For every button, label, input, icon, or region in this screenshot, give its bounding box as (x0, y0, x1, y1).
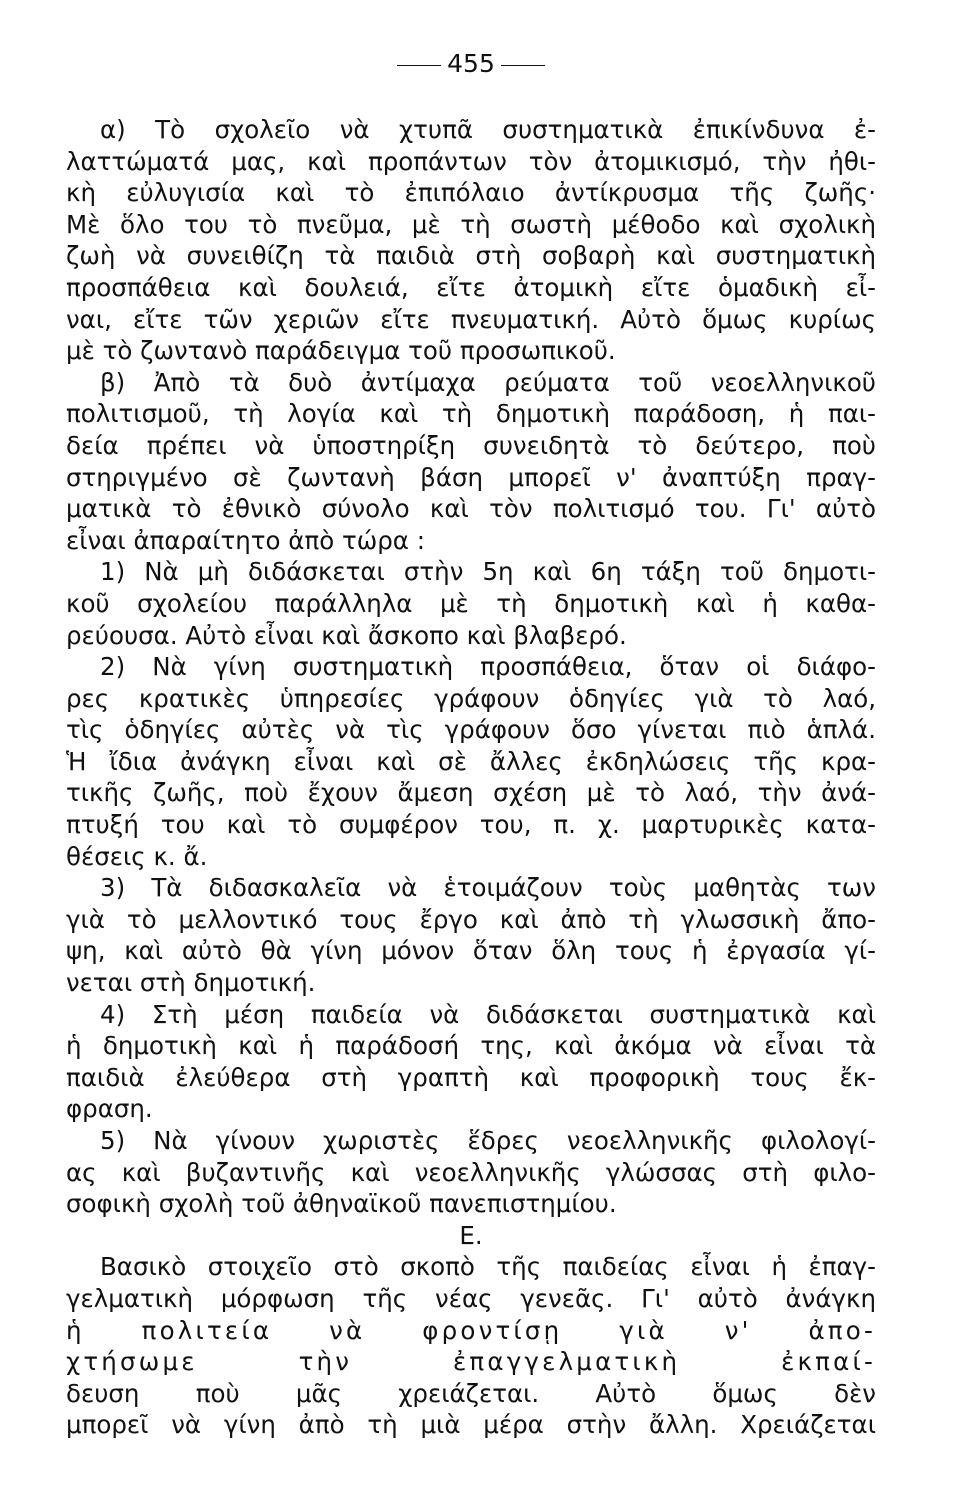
section-d-item-b (66, 367, 876, 557)
text-line-spaced: χτήσωμε τὴν ἐπαγγελματικὴ ἐκπαί- (66, 1347, 876, 1377)
text-line: παιδιὰ ἐλεύθερα στὴ γραπτὴ καὶ προφορικὴ τους ἔκ- (66, 1062, 876, 1092)
text-line: Ἡ ἴδια ἀνάγκη εἶναι καὶ σὲ ἄλλες ἐκδηλώσεις τῆς κρα- (66, 746, 876, 776)
page-number-text: 455 (447, 49, 495, 78)
text-line: ας καὶ βυζαντινῆς καὶ νεοελληνικῆς γλώσσας στὴ φιλο- (66, 1157, 876, 1187)
text-line: εἶναι ἀπαραίτητο ἀπὸ τώρα : (66, 525, 425, 555)
section-d-item-a (66, 114, 876, 367)
text-line: πολιτισμοῦ, τὴ λογία καὶ τὴ δημοτικὴ παράδοση, ἡ παι- (66, 399, 876, 429)
text-line: τὶς ὁδηγίες αὐτὲς νὰ τὶς γράφουν ὅσο γίνεται πιὸ ἁπλά. (66, 715, 876, 745)
item-2 (66, 651, 876, 872)
right-dash (501, 65, 545, 66)
section-e-paragraph (66, 1251, 876, 1441)
text-line: β) Ἀπὸ τὰ δυὸ ἀντίμαχα ρεύματα τοῦ νεοελληνικοῦ (100, 367, 876, 397)
text-line: ματικὰ τὸ ἐθνικὸ σύνολο καὶ τὸν πολιτισμό του. Γι' αὐτὸ (66, 494, 876, 524)
text-line: δευση ποὺ μᾶς χρειάζεται. Αὐτὸ ὅμως δὲν (66, 1378, 876, 1408)
text-line: σοφικὴ σχολὴ τοῦ ἀθηναϊκοῦ πανεπιστημίου. (66, 1189, 617, 1219)
item-1 (66, 556, 876, 651)
text-line: γιὰ τὸ μελλοντικό τους ἔργο καὶ ἀπὸ τὴ γλωσσικὴ ἄπο- (66, 904, 876, 934)
text-line: 1) Νὰ μὴ διδάσκεται στὴν 5η καὶ 6η τάξη τοῦ δημοτι- (100, 557, 876, 587)
text-line: μπορεῖ νὰ γίνη ἀπὸ τὴ μιὰ μέρα στὴν ἄλλη. Χρειάζεται (66, 1410, 876, 1440)
text-line: 5) Νὰ γίνουν χωριστὲς ἕδρες νεοελληνικῆς φιλολογί- (100, 1126, 876, 1155)
text-line: κὴ εὐλυγισία καὶ τὸ ἐπιπόλαιο ἀντίκρυσμα τῆς ζωῆς· (66, 178, 876, 208)
text-line: 2) Νὰ γίνη συστηματικὴ προσπάθεια, ὅταν οἱ διάφο- (100, 652, 876, 682)
text-line: μὲ τὸ ζωντανὸ παράδειγμα τοῦ προσωπικοῦ. (66, 336, 616, 366)
text-line: προσπάθεια καὶ δουλειά, εἴτε ἀτομικὴ εἴτε ὁμαδικὴ εἶ- (66, 272, 876, 302)
text-line: τικῆς ζωῆς, ποὺ ἔχουν ἄμεση σχέση μὲ τὸ λαό, τὴν ἀνά- (66, 778, 876, 808)
text-line: α) Τὸ σχολεῖο νὰ χτυπᾶ συστηματικὰ ἐπικίνδυνα ἐ- (100, 115, 876, 144)
book-page (66, 44, 876, 1441)
text-line: ρεύουσα. Αὐτὸ εἶναι καὶ ἄσκοπο καὶ βλαβερό. (66, 620, 627, 650)
item-4 (66, 999, 876, 1125)
text-line: νεται στὴ δημοτική. (66, 968, 316, 998)
text-line: γελματικὴ μόρφωση τῆς νέας γενεᾶς. Γι' αὐτὸ ἀνάγκη (66, 1283, 876, 1313)
item-3 (66, 872, 876, 998)
text-line: 4) Στὴ μέση παιδεία νὰ διδάσκεται συστηματικὰ καὶ (100, 999, 876, 1029)
text-line: λαττώματά μας, καὶ προπάντων τὸν ἀτομικισμό, τὴν ἠθι- (66, 146, 876, 176)
left-dash (397, 65, 441, 66)
text-line: δεία πρέπει νὰ ὑποστηρίξη συνειδητὰ τὸ δεύτερο, ποὺ (66, 430, 876, 460)
item-5 (66, 1125, 876, 1220)
text-line: φραση. (66, 1094, 153, 1124)
text-line: ἡ δημοτικὴ καὶ ἡ παράδοσή της, καὶ ἀκόμα νὰ εἶναι τὰ (66, 1031, 876, 1061)
text-line: 3) Τὰ διδασκαλεῖα νὰ ἑτοιμάζουν τοὺς μαθητὰς των (100, 873, 876, 903)
text-line: Μὲ ὅλο του τὸ πνεῦμα, μὲ τὴ σωστὴ μέθοδο καὶ σχολικὴ (66, 209, 876, 239)
text-line: ζωὴ νὰ συνειθίζη τὰ παιδιὰ στὴ σοβαρὴ καὶ συστηματικὴ (66, 241, 876, 271)
section-heading: Ε. (459, 1220, 483, 1250)
text-line: Βασικὸ στοιχεῖο στὸ σκοπὸ τῆς παιδείας εἶναι ἡ ἐπαγ- (100, 1252, 876, 1282)
text-line: ψη, καὶ αὐτὸ θὰ γίνη μόνον ὅταν ὅλη τους ἡ ἐργασία γί- (66, 936, 876, 966)
text-line: ναι, εἴτε τῶν χεριῶν εἴτε πνευματική. Αὐτὸ ὅμως κυρίως (66, 304, 876, 334)
text-line: θέσεις κ. ἄ. (66, 841, 208, 871)
text-line-spaced: ἡ πολιτεία νὰ φροντίσῃ γιὰ ν' ἀπο- (66, 1315, 876, 1345)
text-line: ρες κρατικὲς ὑπηρεσίες γράφουν ὁδηγίες γιὰ τὸ λαό, (66, 683, 876, 713)
text-line: στηριγμένο σὲ ζωντανὴ βάση μπορεῖ ν' ἀναπτύξη πραγ- (66, 462, 876, 492)
text-line: πτυξή του καὶ τὸ συμφέρον του, π. χ. μαρτυρικὲς κατα- (66, 810, 876, 840)
page-number (66, 44, 876, 84)
text-line: κοῦ σχολείου παράλληλα μὲ τὴ δημοτικὴ καὶ ἡ καθα- (66, 588, 876, 618)
